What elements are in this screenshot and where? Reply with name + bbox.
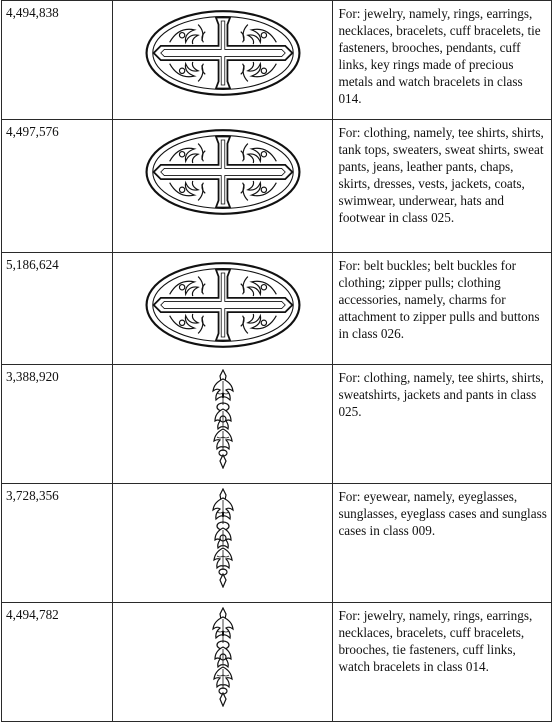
- trademark-image-cell: [112, 365, 333, 484]
- registration-number: 4,494,838: [2, 1, 113, 120]
- oval-cross-scroll-mark-image: [143, 126, 303, 218]
- goods-description: For: jewelry, namely, rings, earrings, necklaces, bracelets, cuff bracelets, tie fasteners, brooches, pendants, cuff links, key rings made of precious metals and watch bracelets in class 014.: [333, 1, 552, 120]
- oval-cross-scroll-mark-image: [143, 7, 303, 99]
- registration-number: 5,186,624: [2, 253, 113, 365]
- oval-cross-scroll-mark-image: [143, 259, 303, 351]
- registration-number: 4,497,576: [2, 120, 113, 253]
- goods-description: For: clothing, namely, tee shirts, shirts, sweatshirts, jackets and pants in class 025.: [333, 365, 552, 484]
- vertical-dagger-scroll-mark-image: [208, 369, 238, 469]
- table-row: [2, 365, 552, 484]
- trademark-image-cell: [112, 1, 333, 120]
- trademark-registration-table: [1, 0, 552, 722]
- trademark-image-cell: [112, 603, 333, 722]
- table-row: [2, 120, 552, 253]
- table-row: [2, 484, 552, 603]
- trademark-image-cell: [112, 120, 333, 253]
- table-row: [2, 1, 552, 120]
- vertical-dagger-scroll-mark-image: [208, 488, 238, 588]
- registration-number: 4,494,782: [2, 603, 113, 722]
- goods-description: For: eyewear, namely, eyeglasses, sunglasses, eyeglass cases and sunglass cases in class 009.: [333, 484, 552, 603]
- registration-number: 3,388,920: [2, 365, 113, 484]
- trademark-image-cell: [112, 253, 333, 365]
- trademark-image-cell: [112, 484, 333, 603]
- goods-description: For: clothing, namely, tee shirts, shirts, tank tops, sweaters, sweat shirts, sweat pants, jeans, leather pants, chaps, skirts, dresses, vests, jackets, coats, swimwear, underwear, hats and footwear in class 025.: [333, 120, 552, 253]
- vertical-dagger-scroll-mark-image: [208, 607, 238, 707]
- registration-number: 3,728,356: [2, 484, 113, 603]
- table-row: [2, 603, 552, 722]
- table-row: [2, 253, 552, 365]
- goods-description: For: belt buckles; belt buckles for clothing; zipper pulls; clothing accessories, namely, charms for attachment to zipper pulls and buttons in class 026.: [333, 253, 552, 365]
- goods-description: For: jewelry, namely, rings, earrings, necklaces, bracelets, cuff bracelets, brooches, tie fasteners, cuff links, watch bracelets in class 014.: [333, 603, 552, 722]
